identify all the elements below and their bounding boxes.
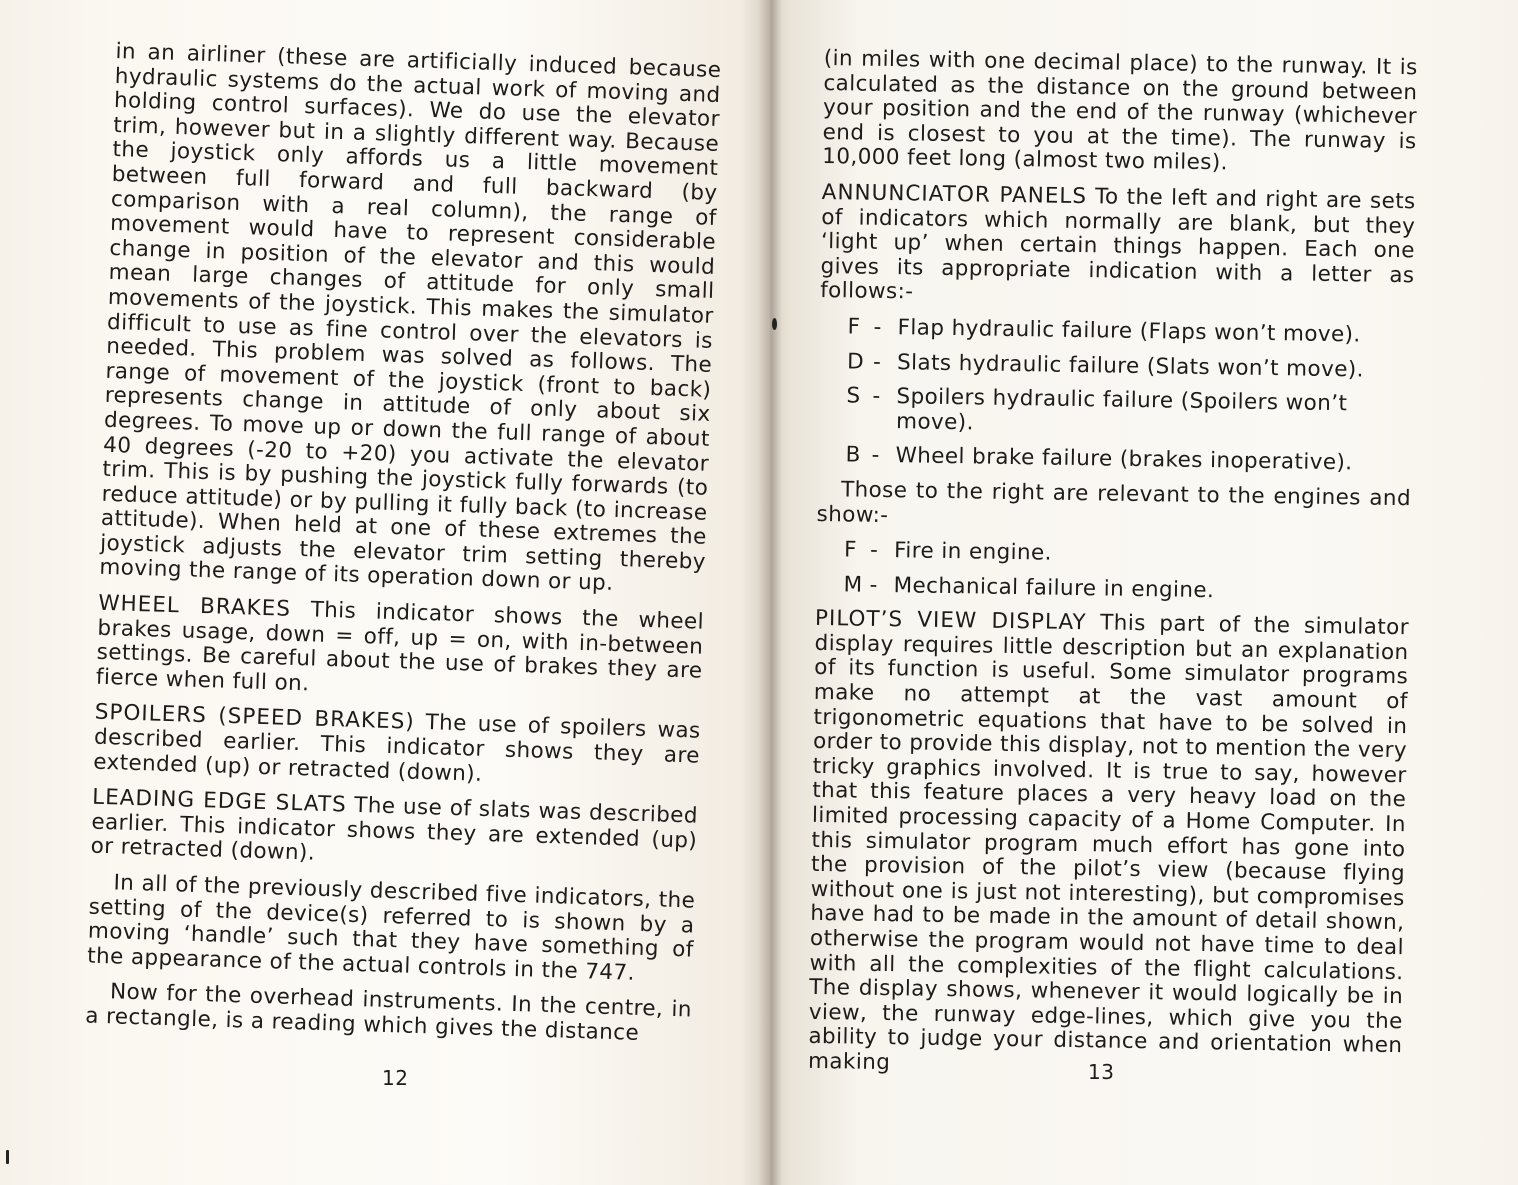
- list-item: [817, 443, 1411, 477]
- wheel-brakes-paragraph: [96, 592, 705, 709]
- list-letter: F: [843, 537, 858, 563]
- list-letter: F: [847, 314, 861, 340]
- list-item: [816, 538, 1410, 572]
- paragraph-text: The use of slats was described earlier. This indicator shows they are extended (up) or retracted (down).: [90, 793, 699, 867]
- indicators-paragraph: [87, 871, 696, 988]
- list-text: Slats hydraulic failure (Slats won’t move).: [896, 349, 1365, 383]
- page-number-right: 13: [1088, 1060, 1115, 1084]
- list-letter: S: [846, 383, 861, 409]
- list-text: Flap hydraulic failure (Flaps won’t move).: [897, 315, 1361, 348]
- pilot-view-paragraph: [808, 607, 1409, 1084]
- wheel-brakes-heading: WHEEL BRAKES: [97, 590, 292, 622]
- margin-mark: [6, 1150, 9, 1164]
- engine-indicators-paragraph: [816, 478, 1411, 537]
- list-letter: M: [843, 572, 863, 598]
- list-dash: -: [873, 314, 882, 340]
- list-item: [818, 384, 1413, 443]
- list-dash: -: [869, 572, 878, 598]
- paragraph-text: In all of the previously described five indicators, the setting of the device(s) referred to is shown by a moving ‘handle’ such that they have something of the appearance of the actual controls in the 747.: [86, 870, 696, 986]
- list-item: [815, 573, 1409, 607]
- left-page-text: [85, 40, 722, 1059]
- overhead-paragraph: [85, 980, 692, 1048]
- paragraph-text: This indicator shows the wheel brakes usage, down = off, up = on, with in-between settings. Be careful about the use of brakes they are fierce when full on.: [95, 597, 705, 697]
- list-dash: -: [871, 443, 880, 469]
- list-dash: -: [872, 349, 882, 375]
- spoilers-paragraph: [93, 701, 701, 794]
- list-dash: -: [872, 383, 881, 410]
- paragraph-text: Now for the overhead instruments. In the centre, in a rectangle, is a reading which gives the distance: [84, 979, 693, 1046]
- annunciator-heading: ANNUNCIATOR PANELS: [821, 179, 1088, 210]
- list-text: Fire in engine.: [893, 538, 1053, 566]
- binding-mark: [772, 318, 777, 330]
- annunciator-paragraph: [820, 181, 1416, 313]
- paragraph-text: To the left and right are sets of indicators which normally are blank, but they ‘light up’ when certain things happen. Each one gives its appropriate indication with a letter as follows:-: [819, 184, 1416, 305]
- list-dash: -: [869, 537, 879, 564]
- slats-paragraph: [90, 786, 698, 879]
- list-letter: D: [846, 348, 865, 375]
- paragraph-text: in an airliner (these are artificially induced because hydraulic systems do the actual work of moving and holding control surfaces). We do use the elevator trim, however but in a slightly different way. Because the joystick only affords us a little movement between full forward and full backward (by comparison with a real column), the range of movement would have to represent considerable change in position of the elevator and this would mean large changes of attitude for only small movements of the joystick. This makes the simulator difficult to use as fine control over the elevators is needed. This problem was solved as follows. The range of movement of the joystick (front to back) represents change in attitude of only about six degrees. To move up or down the full range of about 40 degrees (-20 to +20) you activate the elevator trim. This is by pushing the joystick fully forwards (to reduce attitude) or by pulling it fully back (to increase attitude). When held at one of these extremes the joystick adjusts the elevator trim setting thereby moving the range of its operation down or up.: [99, 39, 722, 597]
- paragraph-text: (in miles with one decimal place) to the runway. It is calculated as the distance on the ground between your position and the end of the runway (whichever end is closest to you at the time). The runway is 10,000 feet long (almost two miles).: [822, 46, 1418, 176]
- right-page: [770, 0, 1518, 1185]
- right-page-text: [808, 47, 1418, 1095]
- pilot-view-heading: PILOT’S VIEW DISPLAY: [814, 606, 1087, 636]
- list-letter: B: [845, 442, 861, 468]
- paragraph-text: This part of the simulator display requires little description but an explanation of its function is useful. Some simulator programs make no attempt at the vast amount of trigonometric equations that have to be solved in order to provide this display, not to mention the very tricky graphics involved. It is true to say, however that this feature places a very heavy load on the limited processing capacity of a Home Computer. In this simulator program much effort has gone into the provision of the pilot’s view (because flying without one is just not interesting), but compromises have had to be made in the amount of detail shown, otherwise the program would not have time to deal with all the complexities of the flight calculations. The display shows, whenever it would logically be in view, the runway edge-lines, which give you the ability to judge your distance and orientation when making: [807, 610, 1410, 1076]
- list-text: Wheel brake failure (brakes inoperative).: [895, 443, 1353, 476]
- paragraph-text: Those to the right are relevant to the engines and show:-: [816, 477, 1412, 528]
- slats-heading: LEADING EDGE SLATS: [91, 784, 348, 818]
- elevator-trim-paragraph: [99, 40, 722, 600]
- list-item: [819, 315, 1413, 349]
- paragraph-text: The use of spoilers was described earlier. This indicator shows they are extended (up) or retracted (down).: [92, 710, 701, 787]
- list-item: [819, 349, 1413, 383]
- list-text: Mechanical failure in engine.: [893, 572, 1215, 603]
- list-text: Spoilers hydraulic failure (Spoilers won’t move).: [895, 384, 1348, 436]
- runway-distance-paragraph: [822, 47, 1418, 179]
- page-number-left: 12: [382, 1066, 409, 1090]
- spoilers-heading: SPOILERS (SPEED BRAKES): [94, 700, 416, 736]
